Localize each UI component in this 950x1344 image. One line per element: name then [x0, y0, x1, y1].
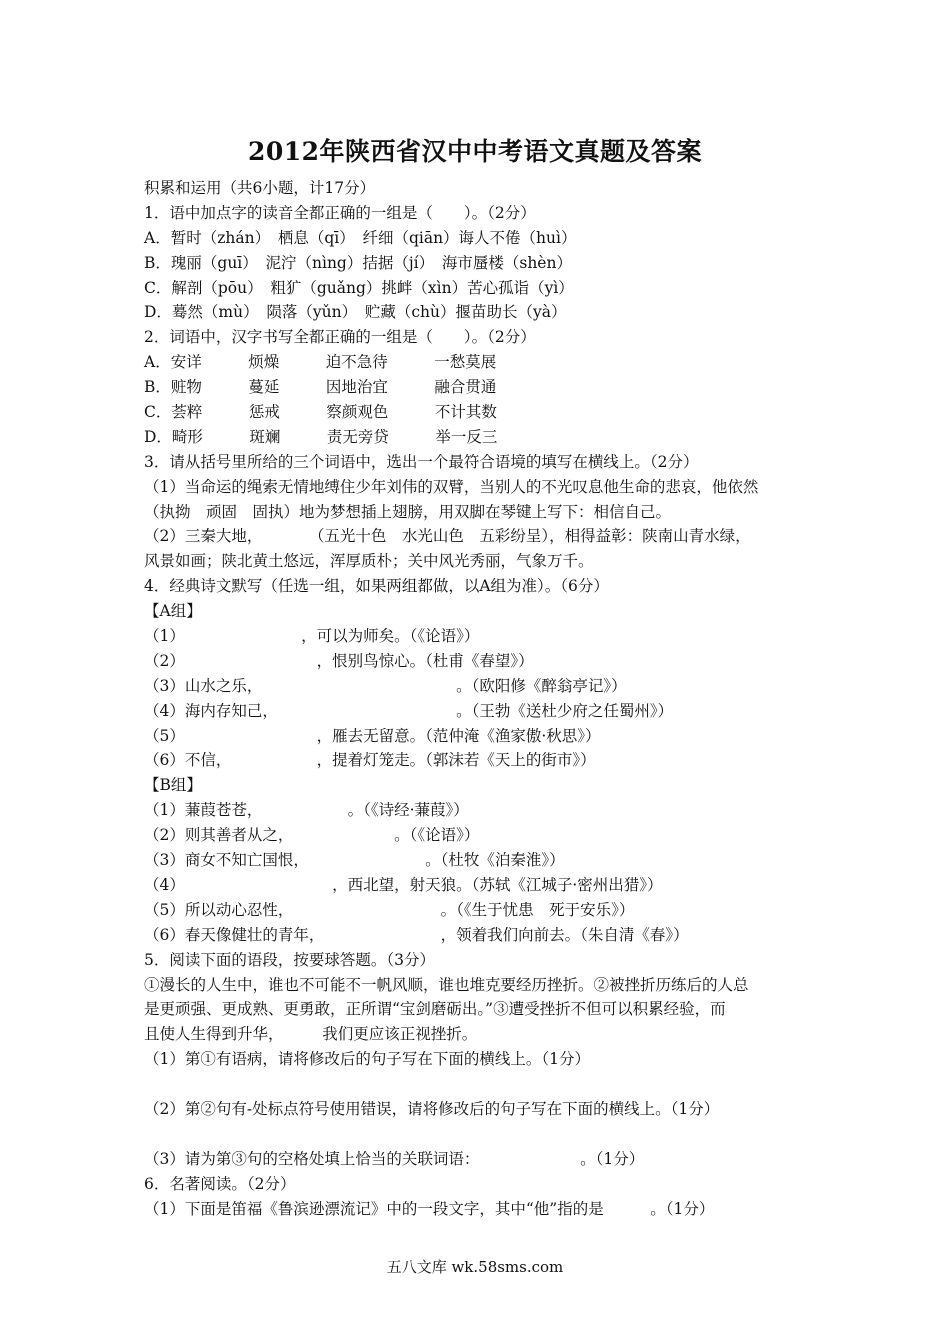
answer-blank-line [144, 1122, 834, 1147]
text-line: 【B组】 [144, 776, 202, 795]
document-title: 2012年陕西省汉中中考语文真题及答案 [247, 137, 703, 166]
text-line: 1．语中加点字的读音全都正确的一组是（ ）。（2分） [144, 203, 536, 222]
text-line: （2）第②句有-处标点符号使用错误，请将修改后的句子写在下面的横线上。（1分） [144, 1099, 720, 1118]
text-line: 5．阅读下面的语段，按要球答题。（3分） [144, 950, 435, 969]
text-line: （3）请为第③句的空格处填上恰当的关联词语： 。（1分） [144, 1149, 645, 1168]
text-line: （1） ，可以为师矣。（《论语》） [144, 627, 480, 646]
text-line: （5）所以动心忍性， 。（《生于忧患 死于安乐》） [144, 900, 635, 919]
text-line: 是更顽强、更成熟、更勇敢，正所谓“宝剑磨砺出。”③遭受挫折不但可以积累经验，而 [144, 1000, 726, 1019]
text-line: A．暂时（zhán） 栖息（qī） 纤细（qiān）诲人不倦（huì） [144, 228, 577, 247]
text-line: B．赃物 蔓延 因地治宜 融合贯通 [144, 378, 497, 397]
text-line: （6）春天像健壮的青年， ，领着我们向前去。（朱自清《春》） [144, 925, 689, 944]
text-line: （执拗 顽固 固执）地为梦想插上翅膀，用双脚在琴键上写下：相信自己。 [144, 502, 672, 521]
text-line: （1）下面是笛福《鲁滨逊漂流记》中的一段文字，其中“他”指的是 。（1分） [144, 1199, 715, 1218]
text-line: （3）山水之乐， 。（欧阳修《醉翁亭记》） [144, 676, 627, 695]
text-line: ①漫长的人生中，谁也不可能不一帆风顺，谁也堆克要经历挫折。②被挫折历练后的人总 [144, 975, 749, 994]
text-line: （6）不信， ，提着灯笼走。（郭沫若《天上的街市》） [144, 751, 596, 770]
text-line: （4）海内存知己， 。（王勃《送杜少府之任蜀州》） [144, 701, 674, 720]
text-line: （2） ，恨别鸟惊心。（杜甫《春望》） [144, 651, 534, 670]
text-line: （1）蒹葭苍苍， 。（《诗经·蒹葭》） [144, 801, 469, 820]
text-line: 风景如画；陕北黄土悠远，浑厚质朴；关中风光秀丽，气象万千。 [144, 552, 594, 571]
footer-watermark: 五八文库 wk.58sms.com [386, 1258, 564, 1276]
text-line: D．畸形 斑斓 责无旁贷 举一反三 [144, 427, 498, 446]
text-line: 2．词语中，汉字书写全都正确的一组是（ ）。（2分） [144, 328, 536, 347]
text-line: （3）商女不知亡国恨， 。（杜牧《泊秦淮》） [144, 851, 565, 870]
text-line: 【A组】 [144, 602, 202, 621]
text-line: 且使人生得到升华， 我们更应该正视挫折。 [144, 1025, 478, 1044]
text-line: A．安详 烦燥 迫不急待 一愁莫展 [144, 353, 497, 372]
text-line: C．荟粹 惩戒 察颜观色 不计其数 [144, 403, 497, 422]
text-line: B．瑰丽（guī） 泥泞（nìng）拮据（jí） 海市蜃楼（shèn） [144, 253, 572, 272]
text-line: 6．名著阅读。（2分） [144, 1174, 296, 1193]
text-line: （5） ，雁去无留意。（范仲淹《渔家傲·秋思》） [144, 726, 601, 745]
text-line: D．蓦然（mù） 陨落（yǔn） 贮藏（chù）揠苗助长（yà） [144, 303, 567, 322]
answer-blank-line [144, 1072, 834, 1097]
document-body [144, 176, 834, 1221]
text-line: （1）第①有语病，请将修改后的句子写在下面的横线上。（1分） [144, 1050, 590, 1069]
text-line: 积累和运用（共6小题，计17分） [144, 179, 376, 197]
text-line: C．解剖（pōu） 粗犷（guǎng）挑衅（xìn）苦心孤诣（yì） [144, 278, 574, 297]
text-line: 4．经典诗文默写（任选一组，如果两组都做，以A组为准）。（6分） [144, 577, 609, 596]
text-line: （2）则其善者从之， 。（《论语》） [144, 826, 480, 845]
text-line: （2）三秦大地， （五光十色 水光山色 五彩纷呈），相得益彰：陕南山青水绿， [144, 527, 751, 546]
text-line: 3．请从括号里所给的三个词语中，选出一个最符合语境的填写在横线上。（2分） [144, 452, 699, 471]
text-line: （4） ，西北望，射天狼。（苏轼《江城子·密州出猎》） [144, 875, 663, 894]
text-line: （1）当命运的绳索无情地缚住少年刘伟的双臂，当别人的不光叹息他生命的悲哀，他依然 [144, 477, 759, 496]
